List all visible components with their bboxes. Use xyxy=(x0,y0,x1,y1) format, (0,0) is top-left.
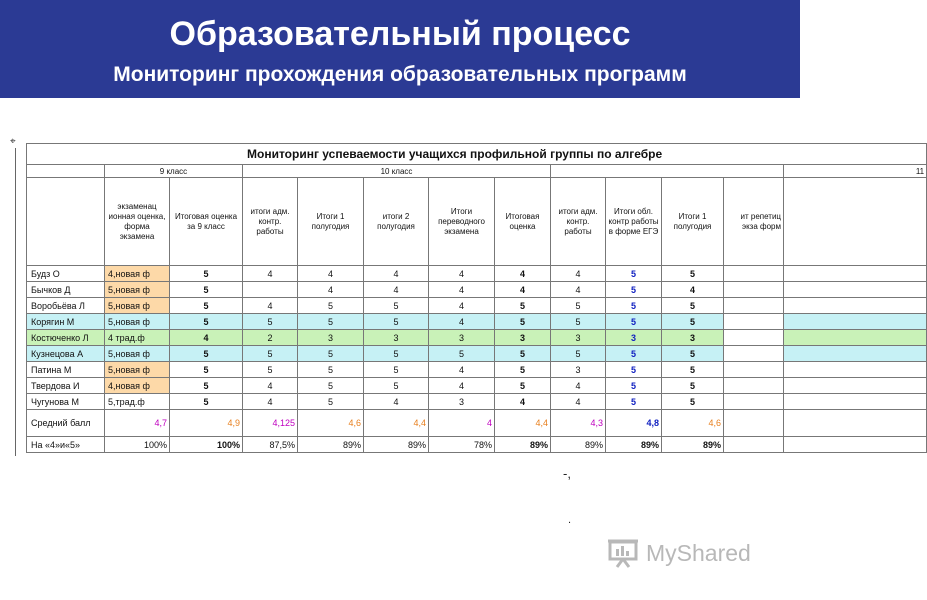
grade-cell xyxy=(724,394,784,410)
grade-header-10-cont xyxy=(551,165,784,178)
grade-cell: 4 xyxy=(495,394,551,410)
page-subtitle: Мониторинг прохождения образовательных программ xyxy=(113,63,687,86)
percent-cell: 89% xyxy=(298,437,364,453)
exam-cell: 5,новая ф xyxy=(105,346,170,362)
grade-cell: 3 xyxy=(429,394,495,410)
average-cell: 4,4 xyxy=(364,410,429,437)
grade-cell-blank xyxy=(784,282,927,298)
grade-cell: 4 xyxy=(243,266,298,282)
percent-cell: 78% xyxy=(429,437,495,453)
grade-cell: 5 xyxy=(170,394,243,410)
grade-cell: 4 xyxy=(243,298,298,314)
grade-cell-blank xyxy=(784,298,927,314)
grade-cell xyxy=(243,282,298,298)
grade-cell: 4 xyxy=(429,314,495,330)
grade-cell: 4 xyxy=(243,394,298,410)
column-header: итоги адм. контр. работы xyxy=(243,178,298,266)
grade-cell: 5 xyxy=(364,314,429,330)
average-cell: 4,4 xyxy=(495,410,551,437)
column-header: ит репетиц экза форм xyxy=(724,178,784,266)
grade-cell: 5 xyxy=(551,298,606,314)
grade-cell-blank xyxy=(784,346,927,362)
grade-cell: 4 xyxy=(298,266,364,282)
percent-cell: 89% xyxy=(551,437,606,453)
table-row xyxy=(27,362,927,378)
percent-cell: 89% xyxy=(606,437,662,453)
grade-cell: 5 xyxy=(243,314,298,330)
grade-header-9: 9 класс xyxy=(105,165,243,178)
spreadsheet xyxy=(26,143,925,450)
grade-cell: 5 xyxy=(170,314,243,330)
grade-cell-blank xyxy=(784,378,927,394)
average-row xyxy=(27,410,927,437)
grade-cell: 4 xyxy=(429,298,495,314)
grade-cell: 5 xyxy=(170,266,243,282)
percent-cell: 100% xyxy=(105,437,170,453)
grade-cell: 4 xyxy=(170,330,243,346)
grade-header-blank xyxy=(27,165,105,178)
column-header-blank xyxy=(784,178,927,266)
grade-cell: 5 xyxy=(606,362,662,378)
grade-cell: 5 xyxy=(170,362,243,378)
student-name: Корягин М xyxy=(27,314,105,330)
column-header: Итоги обл. контр работы в форме ЕГЭ xyxy=(606,178,662,266)
grade-cell: 4 xyxy=(495,266,551,282)
grade-cell: 4 xyxy=(551,378,606,394)
grade-cell xyxy=(724,378,784,394)
column-header: итоги адм. контр. работы xyxy=(551,178,606,266)
student-name: Твердова И xyxy=(27,378,105,394)
grade-cell: 5 xyxy=(495,362,551,378)
student-name: Кузнецова А xyxy=(27,346,105,362)
column-header: итоги 2 полугодия xyxy=(364,178,429,266)
column-header: Итоги переводного экзамена xyxy=(429,178,495,266)
table-row xyxy=(27,394,927,410)
column-header: Итоговая оценка xyxy=(495,178,551,266)
average-cell: 4,8 xyxy=(606,410,662,437)
average-cell: 4,6 xyxy=(662,410,724,437)
table-row xyxy=(27,314,927,330)
grade-cell: 5 xyxy=(606,314,662,330)
grade-cell: 5 xyxy=(298,314,364,330)
grade-cell: 5 xyxy=(495,378,551,394)
grade-cell: 5 xyxy=(662,346,724,362)
grade-cell: 5 xyxy=(662,362,724,378)
grade-cell: 5 xyxy=(495,346,551,362)
grade-cell xyxy=(724,298,784,314)
grade-cell: 5 xyxy=(364,298,429,314)
grade-cell: 4 xyxy=(364,266,429,282)
column-header xyxy=(27,178,105,266)
grade-header-11: 11 xyxy=(784,165,927,178)
grade-cell: 3 xyxy=(551,362,606,378)
grade-cell: 5 xyxy=(551,314,606,330)
grade-cell: 5 xyxy=(364,378,429,394)
grade-cell xyxy=(724,314,784,330)
grade-cell: 5 xyxy=(495,314,551,330)
exam-cell: 5,новая ф xyxy=(105,298,170,314)
grade-cell: 5 xyxy=(662,394,724,410)
grade-cell: 5 xyxy=(662,266,724,282)
grade-cell-blank xyxy=(784,394,927,410)
exam-cell: 4,новая ф xyxy=(105,378,170,394)
percent-cell: 87,5% xyxy=(243,437,298,453)
percent-row xyxy=(27,437,927,453)
grade-cell: 4 xyxy=(429,282,495,298)
percent-cell xyxy=(724,437,784,453)
percent-label: На «4»и«5» xyxy=(27,437,105,453)
grade-cell: 5 xyxy=(606,394,662,410)
table-row xyxy=(27,346,927,362)
column-header: Итоги 1 полугодия xyxy=(298,178,364,266)
grade-cell: 3 xyxy=(551,330,606,346)
grade-cell: 5 xyxy=(606,378,662,394)
logo-text: MyShared xyxy=(646,540,751,566)
grade-cell: 5 xyxy=(364,346,429,362)
grade-cell: 5 xyxy=(551,346,606,362)
grade-cell: 3 xyxy=(429,330,495,346)
grade-cell-blank xyxy=(784,266,927,282)
grade-cell: 5 xyxy=(298,378,364,394)
exam-cell: 5,новая ф xyxy=(105,314,170,330)
grade-cell: 5 xyxy=(662,314,724,330)
grade-cell xyxy=(724,330,784,346)
grade-cell xyxy=(724,362,784,378)
student-name: Костюченко Л xyxy=(27,330,105,346)
percent-cell: 89% xyxy=(495,437,551,453)
student-name: Патина М xyxy=(27,362,105,378)
student-name: Воробьёва Л xyxy=(27,298,105,314)
title-banner xyxy=(0,0,800,98)
average-cell: 4,125 xyxy=(243,410,298,437)
exam-cell: 4 трад.ф xyxy=(105,330,170,346)
grade-cell: 5 xyxy=(170,282,243,298)
grade-cell: 4 xyxy=(551,394,606,410)
grade-cell: 4 xyxy=(551,282,606,298)
grade-cell: 4 xyxy=(298,282,364,298)
stray-mark: -, xyxy=(563,466,571,481)
average-cell: 4 xyxy=(429,410,495,437)
page-title: Образовательный процесс xyxy=(169,15,631,53)
exam-cell: 5,новая ф xyxy=(105,362,170,378)
grade-header-10: 10 класс xyxy=(243,165,551,178)
grade-cell xyxy=(724,266,784,282)
grade-cell: 3 xyxy=(364,330,429,346)
grade-cell: 2 xyxy=(243,330,298,346)
grade-cell: 5 xyxy=(298,346,364,362)
grade-cell-blank xyxy=(784,330,927,346)
grade-cell: 5 xyxy=(170,298,243,314)
grade-cell: 5 xyxy=(495,298,551,314)
grade-cell: 4 xyxy=(429,378,495,394)
average-cell xyxy=(724,410,784,437)
grade-cell: 3 xyxy=(495,330,551,346)
grade-cell xyxy=(724,282,784,298)
table-row xyxy=(27,378,927,394)
grade-cell: 5 xyxy=(662,378,724,394)
grade-cell: 4 xyxy=(243,378,298,394)
grade-cell: 3 xyxy=(662,330,724,346)
grade-cell: 5 xyxy=(298,394,364,410)
percent-cell: 100% xyxy=(170,437,243,453)
move-handle-icon[interactable]: ⌖ xyxy=(10,136,16,147)
sheet-left-border xyxy=(15,148,16,456)
percent-cell: 89% xyxy=(364,437,429,453)
grade-cell: 5 xyxy=(429,346,495,362)
grade-cell-blank xyxy=(784,314,927,330)
average-cell: 4,9 xyxy=(170,410,243,437)
grade-cell: 5 xyxy=(243,362,298,378)
table-row xyxy=(27,282,927,298)
grade-cell: 4 xyxy=(662,282,724,298)
column-header: экзаменац ионная оценка, форма экзамена xyxy=(105,178,170,266)
grade-cell: 5 xyxy=(606,298,662,314)
grade-cell: 5 xyxy=(662,298,724,314)
grade-cell: 5 xyxy=(298,298,364,314)
table-row xyxy=(27,266,927,282)
average-label: Средний балл xyxy=(27,410,105,437)
grade-cell: 4 xyxy=(429,362,495,378)
grade-cell xyxy=(724,346,784,362)
student-name: Чугунова М xyxy=(27,394,105,410)
presentation-board-icon xyxy=(606,538,640,568)
exam-cell: 5,новая ф xyxy=(105,282,170,298)
column-header: Итоговая оценка за 9 класс xyxy=(170,178,243,266)
grade-cell: 4 xyxy=(429,266,495,282)
grade-cell: 5 xyxy=(170,378,243,394)
table-title: Мониторинг успеваемости учащихся профильной группы по алгебре xyxy=(27,144,927,165)
grade-cell: 4 xyxy=(495,282,551,298)
grade-cell: 5 xyxy=(170,346,243,362)
grade-cell: 5 xyxy=(243,346,298,362)
grade-cell: 5 xyxy=(364,362,429,378)
average-cell: 4,3 xyxy=(551,410,606,437)
table-row xyxy=(27,298,927,314)
grade-cell-blank xyxy=(784,362,927,378)
average-cell: 4,6 xyxy=(298,410,364,437)
exam-cell: 4,новая ф xyxy=(105,266,170,282)
column-header: Итоги 1 полугодия xyxy=(662,178,724,266)
grades-table xyxy=(26,143,927,453)
student-name: Будз О xyxy=(27,266,105,282)
grade-cell: 4 xyxy=(364,394,429,410)
average-cell: 4,7 xyxy=(105,410,170,437)
grade-cell: 4 xyxy=(364,282,429,298)
grade-cell: 4 xyxy=(551,266,606,282)
grade-cell: 5 xyxy=(298,362,364,378)
grade-cell: 5 xyxy=(606,266,662,282)
myshared-logo xyxy=(606,536,766,570)
student-name: Бычков Д xyxy=(27,282,105,298)
exam-cell: 5,трад.ф xyxy=(105,394,170,410)
stray-dot: . xyxy=(568,514,572,526)
grade-cell: 3 xyxy=(606,330,662,346)
grade-cell: 3 xyxy=(298,330,364,346)
table-row xyxy=(27,330,927,346)
grade-cell: 5 xyxy=(606,282,662,298)
percent-cell: 89% xyxy=(662,437,724,453)
grade-cell: 5 xyxy=(606,346,662,362)
